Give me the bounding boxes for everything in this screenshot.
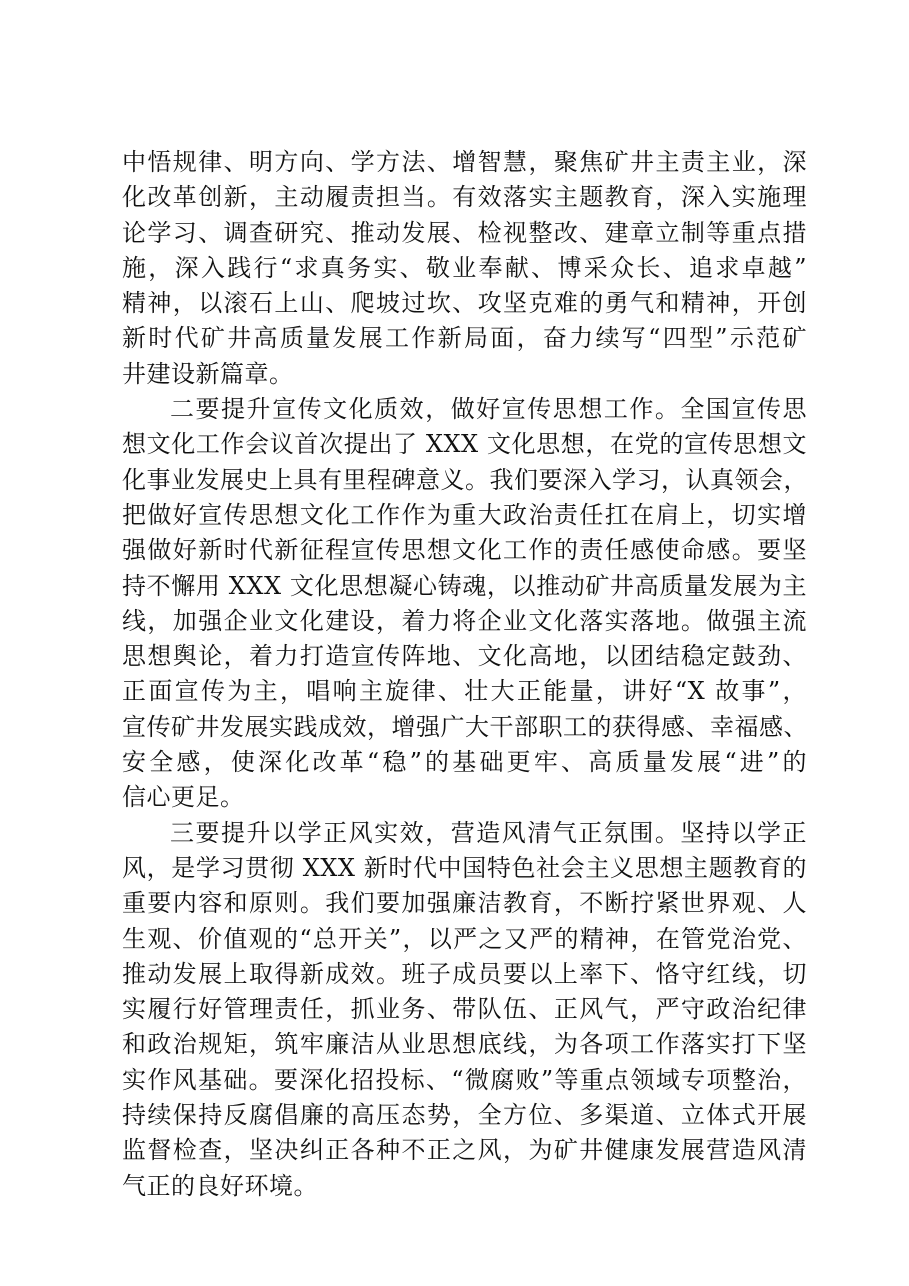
text-line: 和政治规矩，筑牢廉洁从业思想底线，为各项工作落实打下坚 (122, 1030, 807, 1059)
text-line: 持续保持反腐倡廉的高压态势，全方位、多渠道、立体式开展 (122, 1101, 807, 1130)
text-line: 化改革创新，主动履责担当。有效落实主题教育，深入实施理 (122, 183, 807, 212)
text-line: 强做好新时代新征程宣传思想文化工作的责任感使命感。要坚 (122, 536, 807, 565)
text-line: 化事业发展史上具有里程碑意义。我们要深入学习，认真领会， (122, 465, 808, 494)
text-line: 线，加强企业文化建设，着力将企业文化落实落地。做强主流 (122, 606, 807, 635)
text-line: 井建设新篇章。 (122, 359, 294, 388)
text-line: 实作风基础。要深化招投标、“微腐败”等重点领域专项整治， (122, 1065, 807, 1094)
text-line: 监督检查，坚决纠正各种不正之风，为矿井健康发展营造风清 (122, 1136, 807, 1165)
text-line: 中悟规律、明方向、学方法、增智慧，聚焦矿井主责主业，深 (122, 148, 807, 176)
paragraph-start-line: 三要提升以学正风实效，营造风清气正氛围。坚持以学正 (170, 818, 807, 847)
text-line: 推动发展上取得新成效。班子成员要以上率下、恪守红线，切 (122, 959, 807, 988)
text-line: 重要内容和原则。我们要加强廉洁教育，不断拧紧世界观、人 (122, 889, 807, 918)
text-line: 生观、价值观的“总开关”，以严之又严的精神，在管党治党、 (122, 924, 807, 953)
text-line: 风，是学习贯彻 XXX 新时代中国特色社会主义思想主题教育的 (122, 853, 807, 882)
text-line: 宣传矿井发展实践成效，增强广大干部职工的获得感、幸福感、 (122, 712, 808, 741)
paragraph-start-line: 二要提升宣传文化质效，做好宣传思想工作。全国宣传思 (170, 395, 807, 424)
text-line: 信心更足。 (122, 783, 245, 812)
body-text (122, 145, 807, 1204)
text-line: 正面宣传为主，唱响主旋律、壮大正能量，讲好“X 故事”， (122, 677, 807, 706)
text-line: 论学习、调查研究、推动发展、检视整改、建章立制等重点措 (122, 218, 807, 247)
text-line: 气正的良好环境。 (122, 1171, 318, 1200)
text-line: 安全感，使深化改革“稳”的基础更牢、高质量发展“进”的 (122, 748, 807, 777)
text-line: 思想舆论，着力打造宣传阵地、文化高地，以团结稳定鼓劲、 (122, 642, 807, 671)
text-line: 把做好宣传思想文化工作作为重大政治责任扛在肩上，切实增 (122, 500, 807, 529)
text-line: 施，深入践行“求真务实、敬业奉献、博采众长、追求卓越” (122, 253, 807, 282)
text-line: 实履行好管理责任，抓业务、带队伍、正风气，严守政治纪律 (122, 995, 807, 1024)
text-line: 持不懈用 XXX 文化思想凝心铸魂，以推动矿井高质量发展为主 (122, 571, 807, 600)
text-line: 精神，以滚石上山、爬坡过坎、攻坚克难的勇气和精神，开创 (122, 289, 807, 318)
text-line: 新时代矿井高质量发展工作新局面，奋力续写“四型”示范矿 (122, 324, 807, 353)
text-line: 想文化工作会议首次提出了 XXX 文化思想，在党的宣传思想文 (122, 430, 807, 459)
